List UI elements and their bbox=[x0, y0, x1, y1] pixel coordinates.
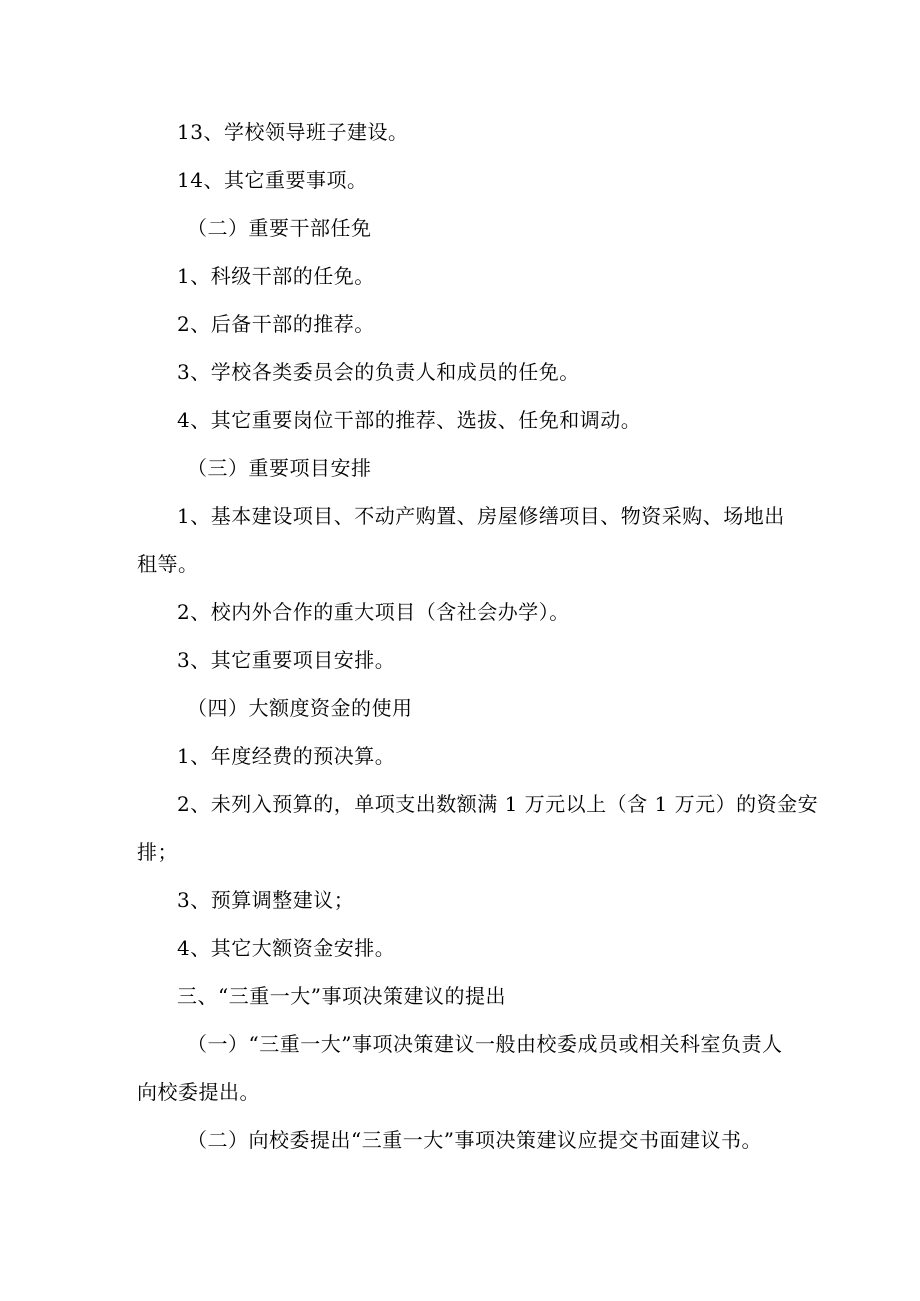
section-heading-project-arrangement: （三）重要项目安排 bbox=[187, 456, 372, 480]
item-13-leadership: 13、学校领导班子建设。 bbox=[177, 120, 409, 144]
project-item-1-continued: 租等。 bbox=[137, 552, 199, 576]
funds-item-2: 2、未列入预算的，单项支出数额满 1 万元以上（含 1 万元）的资金安 bbox=[177, 792, 819, 816]
proposal-paragraph-2: （二）向校委提出“三重一大”事项决策建议应提交书面建议书。 bbox=[187, 1128, 762, 1152]
funds-item-4: 4、其它大额资金安排。 bbox=[177, 936, 396, 960]
cadre-item-4: 4、其它重要岗位干部的推荐、选拔、任免和调动。 bbox=[177, 408, 642, 432]
funds-item-3: 3、预算调整建议； bbox=[177, 888, 355, 912]
section-heading-cadre-appointment: （二）重要干部任免 bbox=[187, 216, 372, 240]
item-14-other-matters: 14、其它重要事项。 bbox=[177, 168, 368, 192]
funds-item-2-continued: 排； bbox=[137, 840, 178, 864]
chapter-heading-decision-proposals: 三、“三重一大”事项决策建议的提出 bbox=[177, 984, 506, 1008]
project-item-3: 3、其它重要项目安排。 bbox=[177, 648, 396, 672]
section-heading-large-funds: （四）大额度资金的使用 bbox=[187, 696, 413, 720]
funds-item-1: 1、年度经费的预决算。 bbox=[177, 744, 396, 768]
project-item-2: 2、校内外合作的重大项目（含社会办学）。 bbox=[177, 600, 570, 624]
cadre-item-3: 3、学校各类委员会的负责人和成员的任免。 bbox=[177, 360, 580, 384]
project-item-1: 1、基本建设项目、不动产购置、房屋修缮项目、物资采购、场地出 bbox=[177, 504, 785, 528]
proposal-paragraph-1-continued: 向校委提出。 bbox=[137, 1080, 260, 1104]
proposal-paragraph-1: （一）“三重一大”事项决策建议一般由校委成员或相关科室负责人 bbox=[187, 1032, 783, 1056]
cadre-item-1: 1、科级干部的任免。 bbox=[177, 264, 375, 288]
cadre-item-2: 2、后备干部的推荐。 bbox=[177, 312, 375, 336]
